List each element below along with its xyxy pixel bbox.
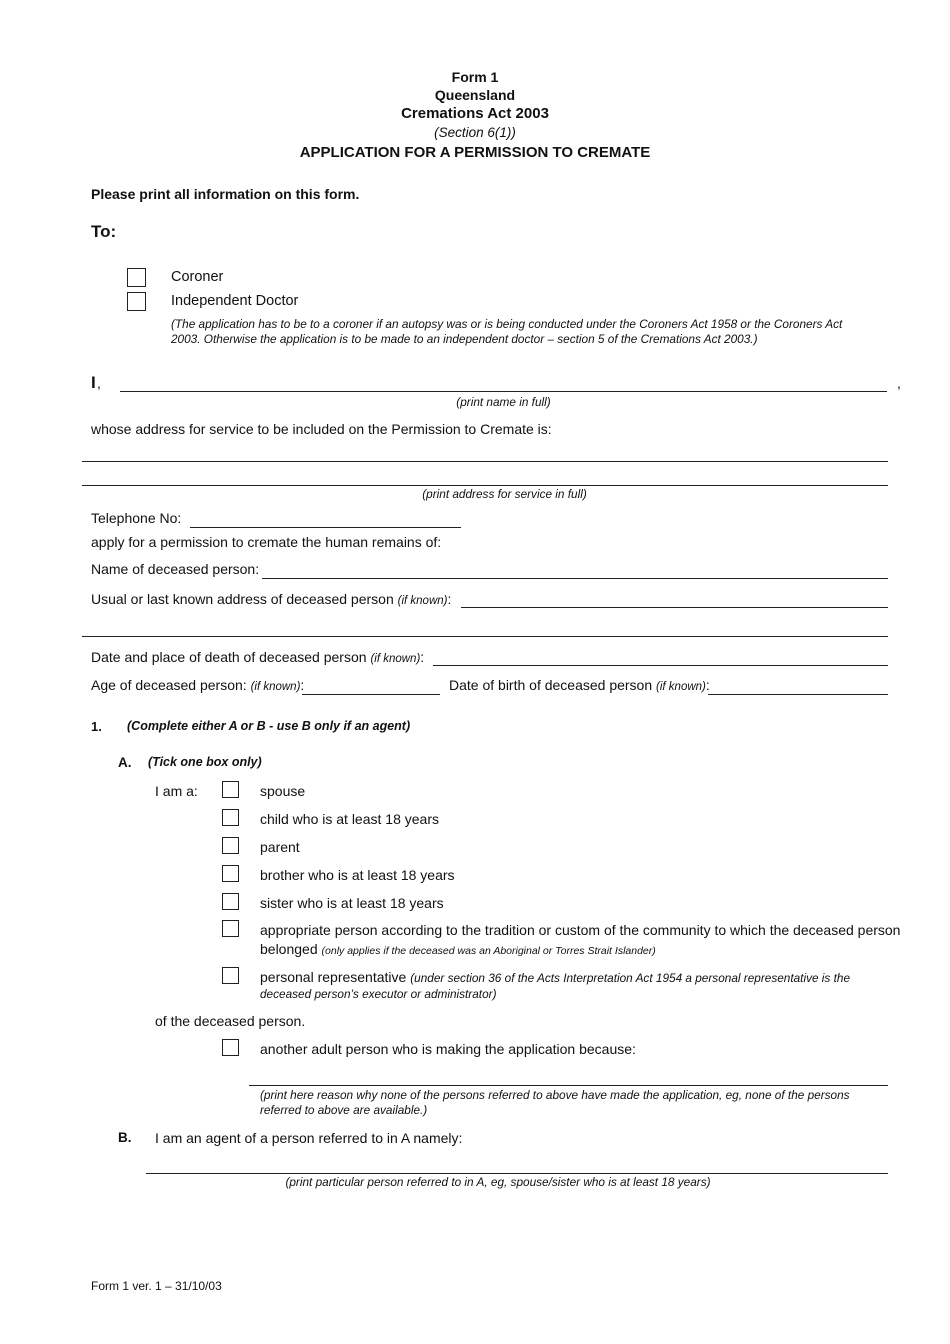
- death-label: [91, 649, 424, 665]
- address-field-line-1[interactable]: [82, 461, 888, 462]
- address-field-line-2[interactable]: [82, 485, 888, 486]
- appropriate-person-line-2: [260, 941, 656, 957]
- instructions: Please print all information on this form.: [91, 186, 360, 202]
- deceased-address-label: [91, 591, 451, 607]
- deceased-address-field-1[interactable]: [461, 607, 888, 608]
- section-ref: (Section 6(1)): [434, 125, 516, 140]
- age-label: [91, 677, 304, 693]
- appropriate-person-label: appropriate person according to the tradition or custom of the community to which the deceased person: [260, 922, 901, 938]
- spouse-checkbox[interactable]: [222, 781, 239, 798]
- state-name: Queensland: [434, 87, 516, 103]
- dob-colon: :: [705, 677, 710, 693]
- reason-hint: (print here reason why none of the persons referred to above have made the application, eg, none of the persons referred to above are available.): [260, 1088, 850, 1117]
- personal-rep-note-2: deceased person’s executor or administrator): [260, 987, 497, 1001]
- parent-checkbox[interactable]: [222, 837, 239, 854]
- spouse-label: spouse: [260, 783, 306, 799]
- another-adult-checkbox[interactable]: [222, 1039, 239, 1056]
- section-number: 1.: [91, 719, 102, 734]
- agent-hint: (print particular person referred to in A, eg, spouse/sister who is at least 18 years): [285, 1175, 711, 1189]
- coroner-label: Coroner: [171, 269, 224, 285]
- to-label: To:: [91, 222, 117, 241]
- personal-rep-checkbox[interactable]: [222, 967, 239, 984]
- footer-version: Form 1 ver. 1 – 31/10/03: [91, 1279, 222, 1293]
- address-hint: (print address for service in full): [422, 487, 587, 501]
- recipient-note: (The application has to be to a coroner if an autopsy was or is being conducted under the Coroners Act 1958 or the Coroners Act 2003. Otherwise the application is to be made to an independent doctor – section 5 of the Cremations Act 2003.): [171, 317, 843, 346]
- sister-label: sister who is at least 18 years: [260, 895, 444, 911]
- child-checkbox[interactable]: [222, 809, 239, 826]
- name-hint: (print name in full): [456, 395, 551, 409]
- part-b-text: I am an agent of a person referred to in A namely:: [155, 1130, 463, 1146]
- personal-rep-line-1: [260, 969, 850, 985]
- act-name: Cremations Act 2003: [401, 105, 549, 122]
- i-label: I: [91, 373, 96, 392]
- deceased-address-colon: :: [447, 591, 452, 607]
- deceased-name-label: Name of deceased person:: [91, 561, 260, 577]
- appropriate-note: (only applies if the deceased was an Aboriginal or Torres Strait Islander): [321, 945, 656, 957]
- appropriate-person-checkbox[interactable]: [222, 920, 239, 937]
- brother-label: brother who is at least 18 years: [260, 867, 455, 883]
- personal-rep-note-1: (under section 36 of the Acts Interpretation Act 1954 a personal representative is the: [410, 971, 851, 985]
- deceased-address-text: Usual or last known address of deceased person: [91, 591, 394, 607]
- sister-checkbox[interactable]: [222, 893, 239, 910]
- page-title: APPLICATION FOR A PERMISSION TO CREMATE: [299, 144, 651, 161]
- death-field[interactable]: [433, 665, 888, 666]
- part-a-label: A.: [118, 755, 132, 770]
- i-am-a-label: I am a:: [155, 783, 198, 799]
- brother-checkbox[interactable]: [222, 865, 239, 882]
- address-intro: whose address for service to be included on the Permission to Cremate is:: [91, 421, 552, 437]
- appropriate-belonged: belonged: [260, 941, 318, 957]
- parent-label: parent: [260, 839, 300, 855]
- dob-if-known: (if known): [656, 681, 706, 693]
- applicant-name-field[interactable]: [120, 391, 887, 392]
- deceased-name-field[interactable]: [262, 578, 888, 579]
- dob-field[interactable]: [708, 694, 888, 695]
- death-if-known: (if known): [370, 653, 421, 665]
- dob-label: [449, 677, 710, 693]
- part-b-label: B.: [118, 1130, 132, 1145]
- telephone-field[interactable]: [190, 527, 461, 528]
- dob-text: Date of birth of deceased person: [449, 677, 653, 693]
- part-a-instruction: (Tick one box only): [148, 755, 262, 769]
- apply-text: apply for a permission to cremate the human remains of:: [91, 534, 442, 550]
- of-deceased-text: of the deceased person.: [155, 1013, 306, 1029]
- agent-field[interactable]: [146, 1173, 888, 1174]
- telephone-label: Telephone No:: [91, 510, 182, 526]
- independent-doctor-label: Independent Doctor: [171, 293, 299, 309]
- death-text: Date and place of death of deceased person: [91, 649, 367, 665]
- age-colon: :: [300, 677, 305, 693]
- independent-doctor-checkbox[interactable]: [127, 292, 146, 311]
- coroner-checkbox[interactable]: [127, 268, 146, 287]
- deceased-address-field-2[interactable]: [82, 636, 888, 637]
- personal-rep-label: personal representative: [260, 969, 407, 985]
- child-label: child who is at least 18 years: [260, 811, 439, 827]
- age-text: Age of deceased person:: [91, 677, 247, 693]
- deceased-address-if-known: (if known): [397, 595, 448, 607]
- section-instruction: (Complete either A or B - use B only if an agent): [127, 719, 411, 733]
- age-if-known: (if known): [250, 681, 301, 693]
- age-field[interactable]: [302, 694, 440, 695]
- death-colon: :: [420, 649, 425, 665]
- trailing-comma: ,: [897, 375, 901, 391]
- form-number: Form 1: [451, 69, 499, 85]
- another-adult-label: another adult person who is making the application because:: [260, 1041, 636, 1057]
- i-comma: ,: [97, 375, 101, 391]
- reason-field[interactable]: [249, 1085, 888, 1086]
